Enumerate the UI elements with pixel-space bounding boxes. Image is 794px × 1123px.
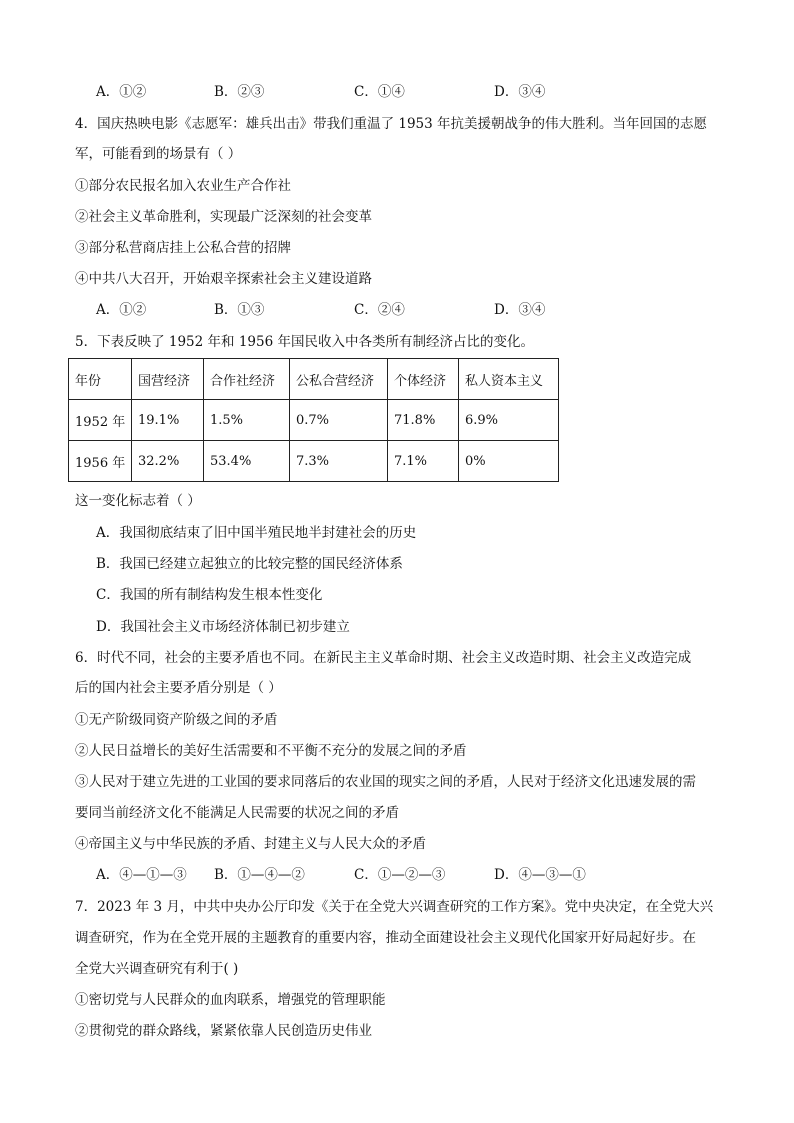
q5-option-a[interactable]: A．我国彻底结束了旧中国半殖民地半封建社会的历史: [96, 525, 417, 541]
q6-item-1: ①无产阶级同资产阶级之间的矛盾: [75, 712, 278, 728]
table-row: [69, 441, 559, 482]
q4-stem-line1: 4．国庆热映电影《志愿军：雄兵出击》带我们重温了 1953 年抗美援朝战争的伟大胜利。当年回国的志愿: [75, 116, 708, 132]
table-cell: 7.1%: [388, 441, 459, 482]
q3-option-c[interactable]: C．①④: [354, 84, 405, 100]
q4-item-2: ②社会主义革命胜利，实现最广泛深刻的社会变革: [75, 209, 372, 225]
table-cell: 1952 年: [69, 400, 132, 441]
ownership-table: [68, 358, 559, 482]
q5-option-c[interactable]: C．我国的所有制结构发生根本性变化: [96, 587, 323, 603]
q7-stem-line3: 全党大兴调查研究有利于( ): [75, 961, 239, 977]
q4-item-4: ④中共八大召开，开始艰辛探索社会主义建设道路: [75, 271, 372, 287]
q7-item-1: ①密切党与人民群众的血肉联系，增强党的管理职能: [75, 992, 386, 1008]
table-cell: 53.4%: [204, 441, 290, 482]
q6-item-3-line2: 要同当前经济文化不能满足人民需要的状况之间的矛盾: [75, 805, 399, 821]
q6-option-d[interactable]: D．④—③—①: [494, 867, 586, 883]
q3-option-b[interactable]: B．②③: [214, 84, 265, 100]
q4-item-3: ③部分私营商店挂上公私合营的招牌: [75, 240, 291, 256]
table-header-cell: 国营经济: [132, 359, 204, 400]
q5-option-d[interactable]: D．我国社会主义市场经济体制已初步建立: [96, 619, 350, 635]
q4-item-1: ①部分农民报名加入农业生产合作社: [75, 178, 291, 194]
table-cell: 6.9%: [459, 400, 559, 441]
q3-option-d[interactable]: D．③④: [494, 84, 546, 100]
q6-option-a[interactable]: A．④—①—③: [96, 867, 187, 883]
table-header-row: [69, 359, 559, 400]
q5-after-table: 这一变化标志着（ ）: [75, 493, 201, 509]
table-header-cell: 合作社经济: [204, 359, 290, 400]
q5-stem: 5．下表反映了 1952 年和 1956 年国民收入中各类所有制经济占比的变化。: [75, 334, 534, 350]
q7-stem-line1: 7．2023 年 3 月，中共中央办公厅印发《关于在全党大兴调查研究的工作方案》。党中央决定，在全党大兴: [75, 899, 714, 915]
table-cell: 32.2%: [132, 441, 204, 482]
table-header-cell: 公私合营经济: [290, 359, 388, 400]
q4-option-c[interactable]: C．②④: [354, 302, 405, 318]
q4-option-b[interactable]: B．①③: [214, 302, 265, 318]
table-cell: 1.5%: [204, 400, 290, 441]
q3-option-a[interactable]: A．①②: [96, 84, 147, 100]
table-cell: 7.3%: [290, 441, 388, 482]
q7-stem-line2: 调查研究，作为在全党开展的主题教育的重要内容，推动全面建设社会主义现代化国家开好局起好步。在: [75, 930, 696, 946]
table-cell: 1956 年: [69, 441, 132, 482]
table-row: [69, 400, 559, 441]
q5-option-b[interactable]: B．我国已经建立起独立的比较完整的国民经济体系: [96, 556, 403, 572]
q6-option-b[interactable]: B．①—④—②: [214, 867, 305, 883]
q7-item-2: ②贯彻党的群众路线，紧紧依靠人民创造历史伟业: [75, 1023, 372, 1039]
q4-option-a[interactable]: A．①②: [96, 302, 147, 318]
table-header-cell: 个体经济: [388, 359, 459, 400]
table-cell: 0%: [459, 441, 559, 482]
table-cell: 19.1%: [132, 400, 204, 441]
q6-stem-line2: 后的国内社会主要矛盾分别是（ ）: [75, 680, 282, 696]
q6-item-3-line1: ③人民对于建立先进的工业国的要求同落后的农业国的现实之间的矛盾，人民对于经济文化迅速发展的需: [75, 774, 696, 790]
table-header-cell: 年份: [69, 359, 132, 400]
q6-option-c[interactable]: C．①—②—③: [354, 867, 446, 883]
table-header-cell: 私人资本主义: [459, 359, 559, 400]
table-cell: 0.7%: [290, 400, 388, 441]
q6-stem-line1: 6．时代不同，社会的主要矛盾也不同。在新民主主义革命时期、社会主义改造时期、社会主义改造完成: [75, 650, 692, 666]
q4-stem-line2: 军，可能看到的场景有（ ）: [75, 146, 242, 162]
q4-option-d[interactable]: D．③④: [494, 302, 546, 318]
table-cell: 71.8%: [388, 400, 459, 441]
q6-item-2: ②人民日益增长的美好生活需要和不平衡不充分的发展之间的矛盾: [75, 743, 467, 759]
q6-item-4: ④帝国主义与中华民族的矛盾、封建主义与人民大众的矛盾: [75, 836, 426, 852]
